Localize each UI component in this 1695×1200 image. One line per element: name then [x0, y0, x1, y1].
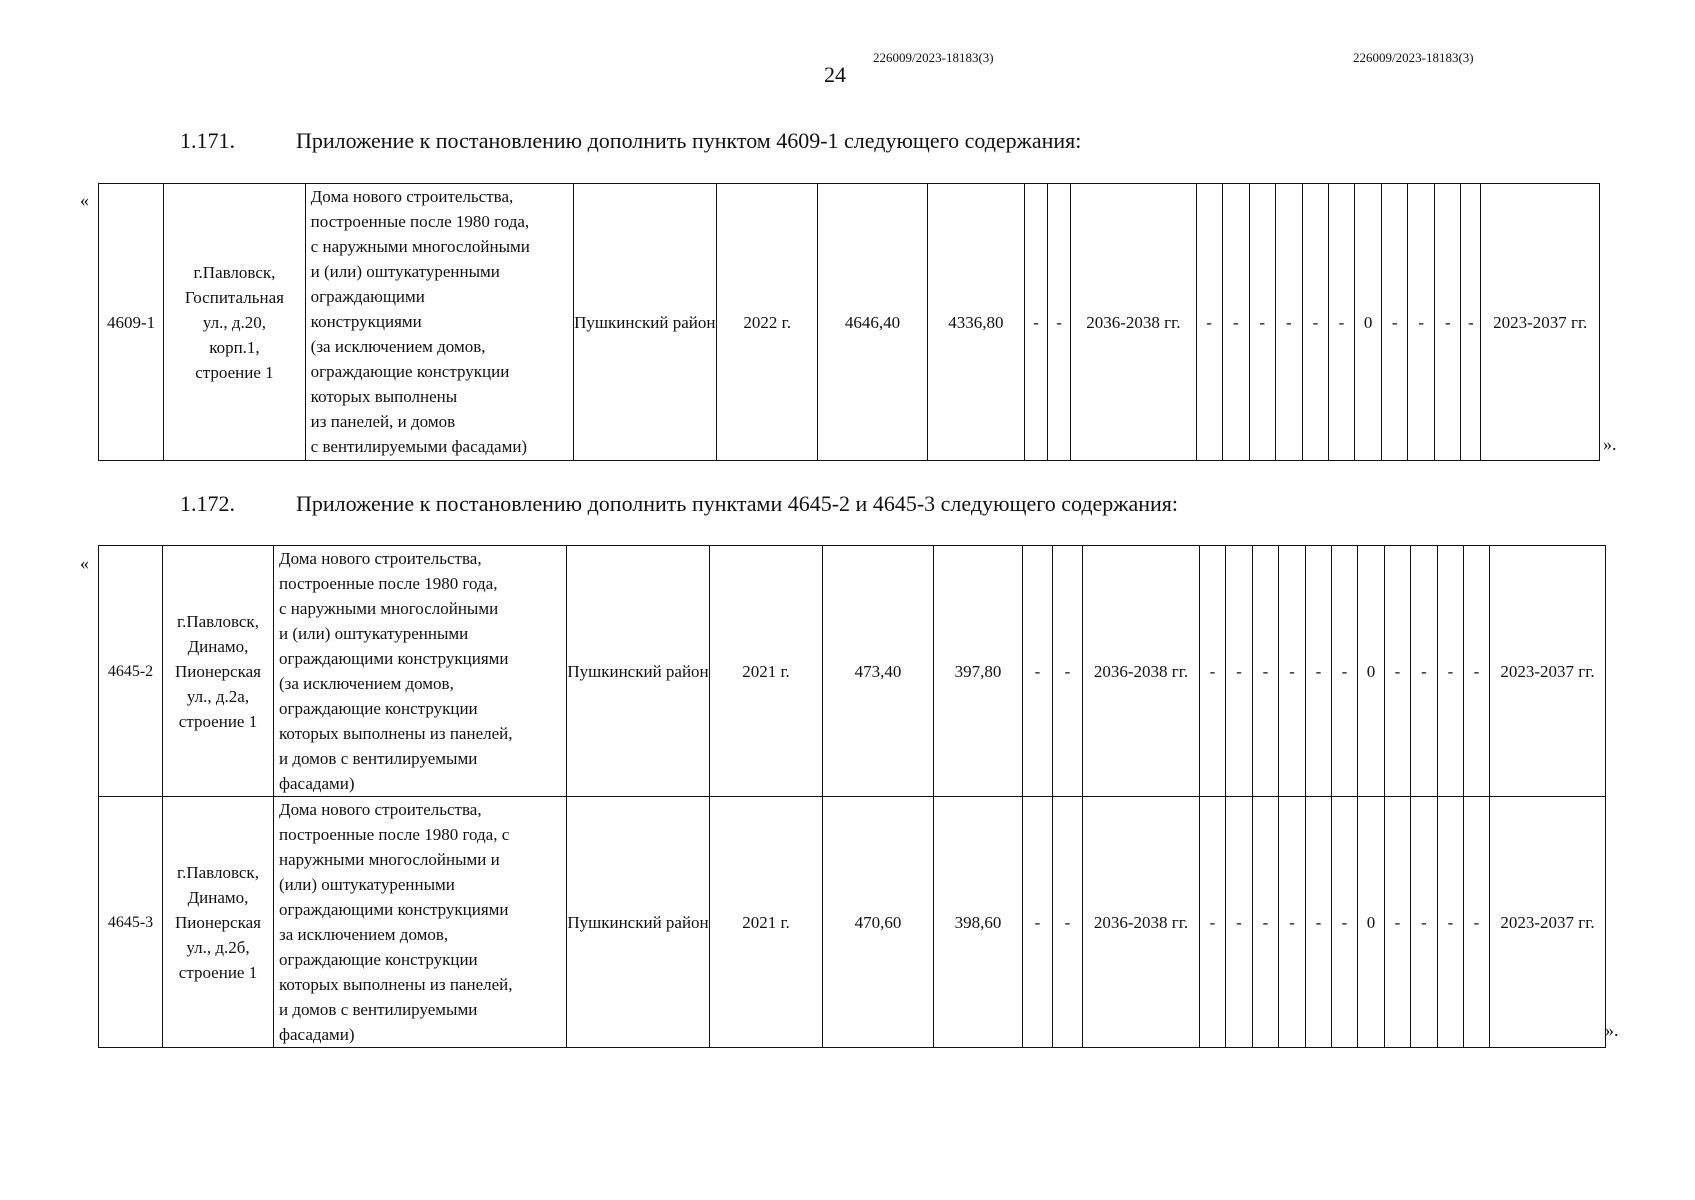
closing-quote: ». — [1603, 434, 1617, 454]
section-number: 1.172. — [180, 491, 235, 516]
area-total-cell: 4646,40 — [818, 184, 927, 461]
work-cell: 0 — [1358, 546, 1385, 797]
section-heading-text: Приложение к постановлению дополнить пунктами 4645-2 и 4645-3 следующего содержания: — [296, 491, 1179, 516]
description-cell: Дома нового строительства, построенные после 1980 года, с наружными многослойными и (или) оштукатуренными ограждающими конструкциями (за исключением домов, ограждающие конструкции которых выполнены из панелей, и домов с вентилируемыми фасадами) — [274, 546, 567, 797]
dash-cell: - — [1048, 184, 1071, 461]
work-cell: - — [1332, 546, 1358, 797]
closing-quote: ». — [1605, 1020, 1619, 1040]
year-cell: 2022 г. — [717, 184, 818, 461]
area-total-cell: 473,40 — [823, 546, 934, 797]
work-cell: - — [1385, 797, 1411, 1048]
work-cell: - — [1435, 184, 1461, 461]
work-cell: - — [1200, 546, 1226, 797]
work-cell: - — [1226, 797, 1253, 1048]
work-cell: - — [1200, 797, 1226, 1048]
dash-cell: - — [1023, 797, 1053, 1048]
section-number: 1.171. — [180, 128, 235, 153]
work-cell: - — [1385, 546, 1411, 797]
work-cell: - — [1306, 546, 1332, 797]
work-cell: - — [1408, 184, 1435, 461]
row-id: 4645-2 — [99, 546, 163, 797]
register-table-1171 — [98, 183, 1600, 461]
work-cell: - — [1279, 546, 1306, 797]
year-cell: 2021 г. — [710, 797, 823, 1048]
period-b-cell: 2023-2037 гг. — [1490, 797, 1606, 1048]
page-number: 24 — [824, 62, 846, 87]
year-cell: 2021 г. — [710, 546, 823, 797]
address-cell: г.Павловск, Госпитальная ул., д.20, корп.1, строение 1 — [164, 184, 305, 461]
work-cell: - — [1411, 797, 1438, 1048]
table-row — [99, 184, 1600, 461]
work-cell: - — [1249, 184, 1275, 461]
work-cell: - — [1438, 546, 1464, 797]
district-cell: Пушкинский район — [573, 184, 716, 461]
description-cell: Дома нового строительства, построенные после 1980 года, с наружными многослойными и (или) оштукатуренными ограждающими конструкциями за исключением домов, ограждающие конструкции которых выполнены из панелей, и домов с вентилируемыми фасадами) — [274, 797, 567, 1048]
area-living-cell: 397,80 — [934, 546, 1023, 797]
opening-quote: « — [80, 553, 89, 573]
area-total-cell: 470,60 — [823, 797, 934, 1048]
work-cell: - — [1226, 546, 1253, 797]
district-cell: Пушкинский район — [567, 546, 710, 797]
register-table-1172 — [98, 545, 1606, 1048]
work-cell: - — [1461, 184, 1481, 461]
section-heading-text: Приложение к постановлению дополнить пунктом 4609-1 следующего содержания: — [296, 128, 1082, 153]
period-a-cell: 2036-2038 гг. — [1083, 546, 1200, 797]
table-row — [99, 546, 1606, 797]
dash-cell: - — [1025, 184, 1048, 461]
work-cell: - — [1464, 546, 1490, 797]
section-heading-1171 — [180, 128, 1081, 154]
work-cell: - — [1411, 546, 1438, 797]
period-a-cell: 2036-2038 гг. — [1071, 184, 1196, 461]
work-cell: - — [1275, 184, 1302, 461]
work-cell: - — [1328, 184, 1354, 461]
document-id-right: 226009/2023-18183(3) — [1353, 50, 1474, 65]
work-cell: 0 — [1358, 797, 1385, 1048]
row-id: 4645-3 — [99, 797, 163, 1048]
address-cell: г.Павловск, Динамо, Пионерская ул., д.2а, строение 1 — [163, 546, 274, 797]
address-cell: г.Павловск, Динамо, Пионерская ул., д.2б, строение 1 — [163, 797, 274, 1048]
area-living-cell: 398,60 — [934, 797, 1023, 1048]
work-cell: - — [1382, 184, 1408, 461]
dash-cell: - — [1023, 546, 1053, 797]
district-cell: Пушкинский район — [567, 797, 710, 1048]
work-cell: - — [1253, 546, 1279, 797]
work-cell: 0 — [1355, 184, 1382, 461]
area-living-cell: 4336,80 — [927, 184, 1024, 461]
period-b-cell: 2023-2037 гг. — [1490, 546, 1606, 797]
table-row — [99, 797, 1606, 1048]
work-cell: - — [1279, 797, 1306, 1048]
document-id-left: 226009/2023-18183(3) — [873, 50, 994, 65]
dash-cell: - — [1053, 546, 1083, 797]
opening-quote: « — [80, 190, 89, 210]
period-b-cell: 2023-2037 гг. — [1481, 184, 1600, 461]
work-cell: - — [1464, 797, 1490, 1048]
description-cell: Дома нового строительства, построенные после 1980 года, с наружными многослойными и (или) оштукатуренными ограждающими конструкциями (за исключением домов, ограждающие конструкции которых выполнены из панелей, и домов с вентилируемыми фасадами) — [305, 184, 573, 461]
work-cell: - — [1438, 797, 1464, 1048]
work-cell: - — [1253, 797, 1279, 1048]
work-cell: - — [1306, 797, 1332, 1048]
work-cell: - — [1302, 184, 1328, 461]
period-a-cell: 2036-2038 гг. — [1083, 797, 1200, 1048]
work-cell: - — [1332, 797, 1358, 1048]
dash-cell: - — [1053, 797, 1083, 1048]
work-cell: - — [1222, 184, 1249, 461]
work-cell: - — [1196, 184, 1222, 461]
row-id: 4609-1 — [99, 184, 164, 461]
section-heading-1172 — [180, 491, 1178, 517]
